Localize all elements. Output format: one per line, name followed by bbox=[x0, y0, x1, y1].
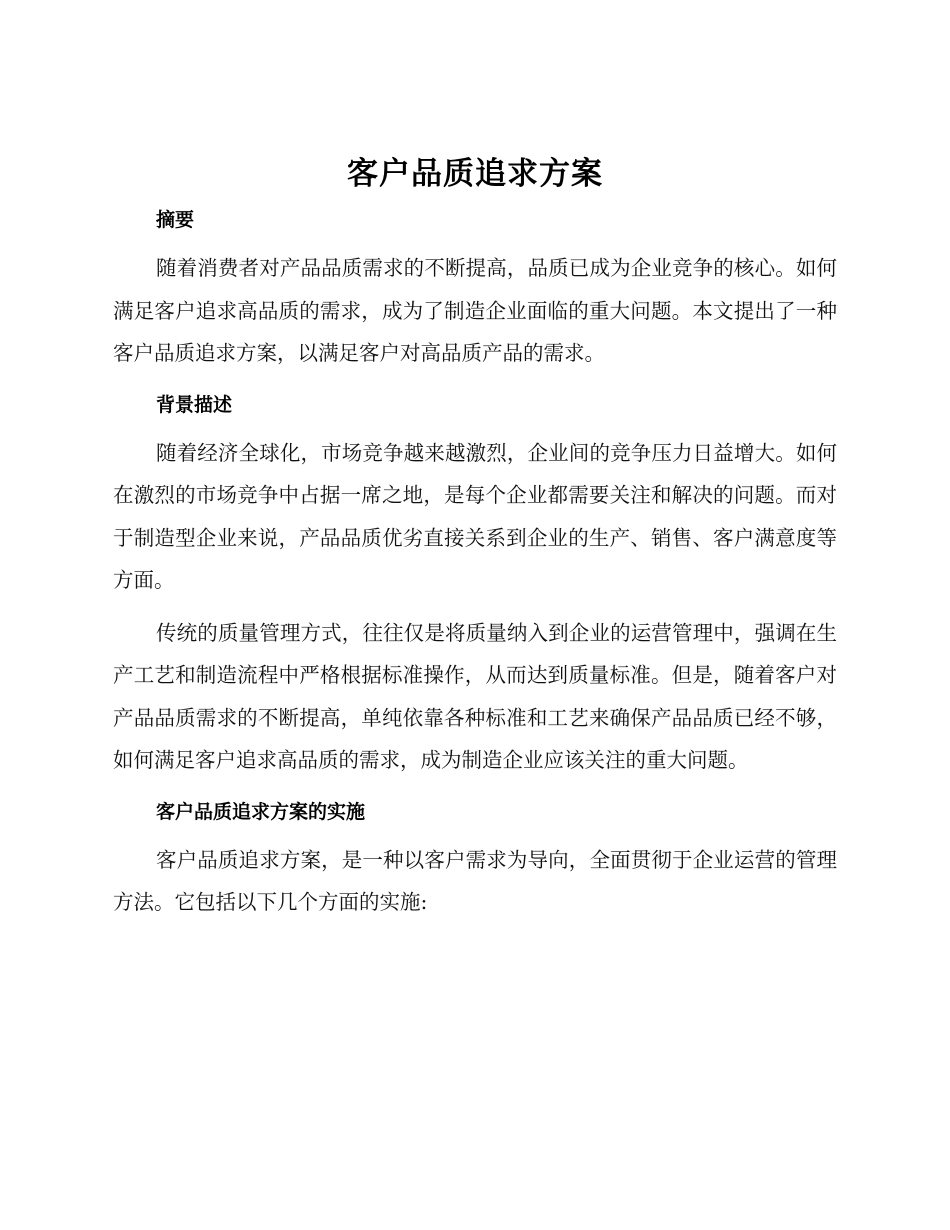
section-heading-background: 背景描述 bbox=[156, 393, 233, 416]
paragraph-background-1: 随着经济全球化，市场竞争越来越激烈，企业间的竞争压力日益增大。如何在激烈的市场竞争中占据一席之地，是每个企业都需要关注和解决的问题。而对于制造型企业来说，产品品质优劣直接关系到企业的生产、销售、客户满意度等方面。 bbox=[113, 440, 837, 592]
document-title: 客户品质追求方案 bbox=[347, 156, 603, 192]
section-heading-abstract: 摘要 bbox=[156, 209, 195, 231]
paragraph-abstract: 随着消费者对产品品质需求的不断提高，品质已成为企业竞争的核心。如何满足客户追求高品质的需求，成为了制造企业面临的重大问题。本文提出了一种客户品质追求方案，以满足客户对高品质产品的需求。 bbox=[113, 256, 837, 365]
document-body bbox=[113, 200, 837, 924]
paragraph-implementation: 客户品质追求方案，是一种以客户需求为导向，全面贯彻于企业运营的管理方法。它包括以下几个方面的实施: bbox=[113, 847, 837, 914]
section-heading-implementation: 客户品质追求方案的实施 bbox=[156, 800, 366, 823]
paragraph-background-2: 传统的质量管理方式，往往仅是将质量纳入到企业的运营管理中，强调在生产工艺和制造流程中严格根据标准操作，从而达到质量标准。但是，随着客户对产品品质需求的不断提高，单纯依靠各种标准和工艺来确保产品品质已经不够，如何满足客户追求高品质的需求，成为制造企业应该关注的重大问题。 bbox=[113, 620, 837, 772]
